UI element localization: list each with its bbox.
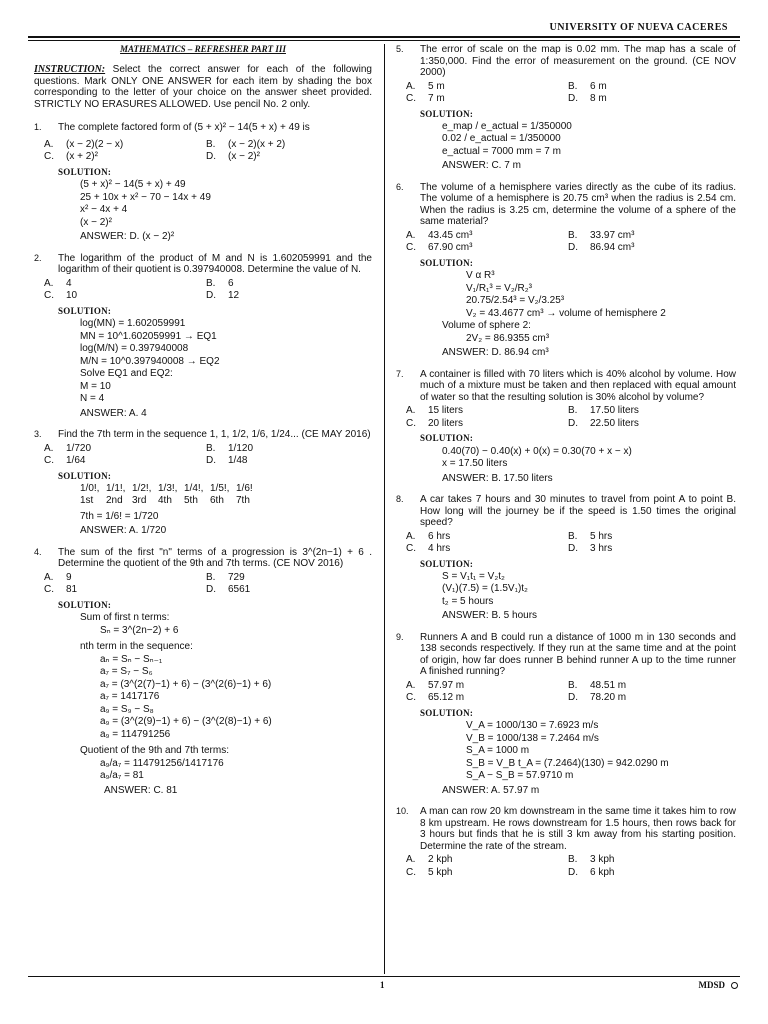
option-letter: B. [568, 530, 578, 542]
solution-work [442, 121, 736, 158]
sequence-ordinals [80, 495, 372, 507]
option-letter: B. [206, 571, 216, 583]
work-line: Sₙ = 3^(2n−2) + 6 [100, 624, 179, 636]
footer-mark [699, 980, 739, 990]
option-value: 5 kph [428, 866, 453, 878]
work-line: a₇ = S₇ − S₆ [100, 666, 153, 678]
answer: ANSWER: B. 17.50 liters [442, 472, 553, 484]
options [406, 531, 736, 555]
work-line: Solve EQ1 and EQ2: [80, 368, 173, 380]
instruction-label: INSTRUCTION: [34, 64, 106, 76]
work-line: e_actual = 7000 mm = 7 m [442, 145, 561, 157]
right-column [396, 44, 736, 878]
option-value: 4 hrs [428, 543, 451, 555]
options [406, 405, 736, 429]
circle-icon [731, 982, 738, 989]
work-line: 0.02 / e_actual = 1/350000 [442, 133, 561, 145]
options [406, 81, 736, 105]
work-line: e_map / e_actual = 1/350000 [442, 120, 572, 132]
work-line: Volume of sphere 2: [442, 320, 531, 332]
options [44, 572, 372, 596]
option-letter: C. [44, 584, 54, 596]
option-letter: A. [44, 442, 54, 454]
seq-term: 1/3!, [158, 482, 178, 494]
question-6 [396, 182, 736, 228]
option-value: 12 [228, 290, 240, 302]
option-value: 6 [228, 277, 234, 289]
option-letter: C. [406, 692, 416, 704]
option-letter: B. [206, 277, 216, 289]
option-value: 4 [66, 277, 72, 289]
header-rule [28, 36, 740, 38]
work-line: x = 17.50 liters [442, 458, 508, 470]
option-letter: D. [206, 584, 216, 596]
work-line: MN = 10^1.602059991 → EQ1 [80, 330, 217, 342]
section-title: MATHEMATICS – REFRESHER PART III [120, 44, 286, 54]
option-letter: A. [406, 229, 416, 241]
option-value: 48.51 m [590, 679, 627, 691]
work-line: (x − 2)² [80, 216, 112, 228]
work-line: a₇ = 1417176 [100, 691, 160, 703]
option-letter: A. [44, 571, 54, 583]
option-value: 7 m [428, 93, 445, 104]
option-value: 43.45 cm³ [428, 229, 473, 241]
question-1 [34, 122, 372, 134]
option-value: 86.94 cm³ [590, 242, 635, 254]
option-letter: A. [406, 530, 416, 542]
option-value: 1/120 [228, 442, 254, 454]
options [44, 139, 372, 163]
footer-rule [28, 976, 740, 977]
option-letter: B. [206, 442, 216, 454]
work-line: M = 10 [80, 380, 111, 392]
left-column [34, 44, 372, 796]
option-value: 10 [66, 290, 78, 302]
solution-heading: SOLUTION: [420, 433, 474, 444]
options [44, 443, 372, 467]
option-letter: D. [206, 290, 216, 302]
option-letter: B. [568, 854, 578, 866]
work-line: aₙ = Sₙ − Sₙ₋₁ [100, 653, 163, 665]
question-5 [396, 44, 736, 79]
question-text: The volume of a hemisphere varies directly as the cube of its radius. The volume of a hemisphere is 20.75 cm³ when the radius is 2.54 cm. When the radius is 3.25 cm, determine the volume of a sphere of the same material? [420, 181, 736, 228]
work-line: a₉/a₇ = 81 [100, 770, 144, 782]
answer: ANSWER: C. 81 [104, 784, 178, 796]
solution-heading: SOLUTION: [58, 470, 112, 481]
option-value: 8 m [590, 93, 607, 104]
work-line: (5 + x)² − 14(5 + x) + 49 [80, 179, 186, 191]
seq-ord: 2nd [106, 495, 123, 507]
option-value: 20 liters [428, 417, 464, 429]
work-line: a₉ = 114791256 [100, 728, 171, 740]
seq-ord: 4th [158, 495, 172, 507]
university-header: UNIVERSITY OF NUEVA CACERES [549, 22, 728, 33]
work-line: nth term in the sequence: [80, 641, 193, 653]
work-line: Quotient of the 9th and 7th terms: [80, 745, 229, 757]
option-value: 6 hrs [428, 530, 451, 542]
seq-ord: 3rd [132, 495, 147, 507]
solution-work [442, 270, 736, 344]
option-letter: C. [406, 866, 416, 878]
work-line: V_B = 1000/138 = 7.2464 m/s [466, 732, 599, 744]
option-value: 6 m [590, 80, 607, 92]
seq-term: 1/2!, [132, 482, 152, 494]
question-8 [396, 494, 736, 529]
options [406, 680, 736, 704]
solution-work [442, 571, 736, 608]
answer: ANSWER: D. 86.94 cm³ [442, 347, 549, 359]
work-line: 2V₂ = 86.9355 cm³ [466, 332, 550, 344]
option-value: 6 kph [590, 866, 615, 878]
option-value: 6561 [228, 584, 251, 596]
option-value: 9 [66, 571, 72, 583]
question-2 [34, 253, 372, 276]
option-value: 5 hrs [590, 530, 613, 542]
seq-term: 1/0!, [80, 482, 100, 494]
solution-work [80, 179, 372, 228]
seq-term: 1/4!, [184, 482, 204, 494]
work-line: x² − 4x + 4 [80, 204, 128, 216]
option-letter: D. [568, 417, 578, 429]
question-4 [34, 547, 372, 570]
option-letter: A. [406, 679, 416, 691]
option-value: 33.97 cm³ [590, 229, 635, 241]
work-line: 0.40(70) − 0.40(x) + 0(x) = 0.30(70 + x − x) [442, 445, 632, 457]
question-number: 1. [34, 122, 42, 133]
option-value: (x − 2)² [228, 151, 260, 163]
option-value: 15 liters [428, 405, 464, 417]
column-divider [384, 44, 385, 974]
option-value: 1/720 [66, 442, 92, 454]
question-text: A car takes 7 hours and 30 minutes to travel from point A to point B. How long will the journey be if the speed is 1.50 times the original speed? [420, 494, 736, 529]
solution-heading: SOLUTION: [420, 257, 474, 268]
option-value: 729 [228, 571, 245, 583]
option-value: 57.97 m [428, 679, 465, 691]
option-letter: C. [406, 93, 416, 104]
option-value: 17.50 liters [590, 405, 639, 417]
header-rule-thin [28, 40, 740, 41]
question-text: The complete factored form of (5 + x)² − 14(5 + x) + 49 is [58, 122, 310, 134]
option-letter: C. [44, 455, 54, 467]
solution-work [442, 446, 736, 470]
question-number: 4. [34, 546, 42, 557]
solution-heading: SOLUTION: [420, 558, 474, 569]
work-line: log(MN) = 1.602059991 [80, 318, 186, 330]
question-number: 3. [34, 429, 42, 440]
work-line: t₂ = 5 hours [442, 595, 494, 607]
question-number: 10. [396, 806, 409, 817]
option-letter: D. [568, 692, 578, 704]
answer: ANSWER: B. 5 hours [442, 610, 538, 622]
answer: ANSWER: C. 7 m [442, 160, 521, 172]
work-line: M/N = 10^0.397940008 → EQ2 [80, 355, 220, 367]
page-number: 1 [380, 980, 385, 990]
work-line: S = V₁t₁ = V₂t₂ [442, 570, 505, 582]
work-line: V_A = 1000/130 = 7.6923 m/s [466, 720, 599, 732]
solution-heading: SOLUTION: [58, 599, 112, 610]
question-text: Runners A and B could run a distance of 1000 m in 130 seconds and 138 seconds respectively. If they run at the same time and at the point of origin, how far does runner B behind runner A up to the time runner A finished running? [420, 631, 736, 678]
option-value: 5 m [428, 80, 445, 92]
answer: ANSWER: A. 4 [80, 407, 147, 419]
option-value: 1/64 [66, 455, 86, 467]
solution-work [80, 318, 372, 405]
option-letter: D. [568, 866, 578, 878]
question-text: The sum of the first "n" terms of a progression is 3^(2n−1) + 6 . Determine the quotient of the 9th and 7th terms. (CE NOV 2016) [58, 546, 372, 570]
footer-initials: MDSD [698, 980, 725, 990]
question-text: A man can row 20 km downstream in the same time it takes him to row 8 km upstream. He rows downstream for 1.5 hours, then rows back for 3 hours but finds that he is still 3 km away from his starting position. Determine the rate of the stream. [420, 806, 736, 852]
work-line: V₁/R₁³ = V₂/R₂³ [466, 282, 532, 294]
option-letter: D. [206, 455, 216, 467]
work-line: 7th = 1/6! = 1/720 [80, 510, 159, 522]
option-letter: A. [406, 80, 416, 92]
option-value: 3 hrs [590, 543, 613, 555]
question-text: The logarithm of the product of M and N is 1.602059991 and the logarithm of their quotient is 0.397940008. Determine the value of N. [58, 252, 372, 276]
option-letter: B. [206, 138, 216, 150]
work-line: a₇ = (3^(2(7)−1) + 6) − (3^(2(6)−1) + 6) [100, 678, 272, 690]
option-letter: D. [568, 93, 578, 104]
option-value: 78.20 m [590, 692, 627, 704]
work-line: 25 + 10x + x² − 70 − 14x + 49 [80, 191, 211, 203]
question-10 [396, 806, 736, 852]
option-letter: C. [44, 151, 54, 163]
option-value: 22.50 liters [590, 417, 639, 429]
work-line: Sum of first n terms: [80, 612, 170, 624]
option-value: 81 [66, 584, 78, 596]
option-value: 67.90 cm³ [428, 242, 473, 254]
option-letter: B. [568, 679, 578, 691]
work-line: S_A − S_B = 57.9710 m [466, 770, 574, 782]
option-letter: A. [44, 138, 54, 150]
option-letter: D. [568, 242, 578, 254]
option-value: 2 kph [428, 854, 453, 866]
question-number: 6. [396, 181, 404, 192]
instruction [34, 64, 372, 110]
option-value: 1/48 [228, 455, 248, 467]
seq-ord: 7th [236, 495, 250, 507]
work-line: (V₁)(7.5) = (1.5V₁)t₂ [442, 583, 528, 595]
option-letter: C. [44, 290, 54, 302]
question-3 [34, 429, 372, 441]
work-line: V₂ = 43.4677 cm³ → volume of hemisphere 2 [466, 307, 666, 319]
option-value: (x − 2)(2 − x) [66, 138, 124, 150]
sequence-terms [80, 483, 372, 495]
option-letter: B. [568, 405, 578, 417]
question-text: The error of scale on the map is 0.02 mm. The map has a scale of 1:350,000. Find the error of measurement on the ground. (CE NOV 2000) [420, 44, 736, 78]
solution-heading: SOLUTION: [420, 707, 474, 718]
work-line: V α R³ [466, 270, 495, 282]
question-number: 8. [396, 494, 404, 505]
question-9 [396, 632, 736, 678]
seq-term: 1/5!, [210, 482, 230, 494]
question-7 [396, 369, 736, 404]
option-letter: B. [568, 80, 578, 92]
question-text: Find the 7th term in the sequence 1, 1, 1/2, 1/6, 1/24... (CE MAY 2016) [58, 429, 371, 441]
options [44, 278, 372, 302]
solution-heading: SOLUTION: [420, 108, 474, 119]
answer: ANSWER: A. 57.97 m [442, 784, 540, 796]
option-letter: D. [568, 543, 578, 555]
option-letter: B. [568, 229, 578, 241]
solution-heading: SOLUTION: [58, 305, 112, 316]
options [406, 854, 736, 878]
option-letter: C. [406, 417, 416, 429]
work-line: N = 4 [80, 393, 105, 405]
answer: ANSWER: D. (x − 2)² [80, 231, 175, 243]
question-number: 2. [34, 252, 42, 263]
question-number: 9. [396, 631, 404, 642]
work-line: a₉/a₇ = 114791256/1417176 [100, 757, 224, 769]
options [406, 230, 736, 254]
option-letter: D. [206, 151, 216, 163]
option-letter: A. [44, 277, 54, 289]
option-value: (x + 2)² [66, 151, 98, 163]
seq-ord: 6th [210, 495, 224, 507]
solution-heading: SOLUTION: [58, 166, 112, 177]
option-letter: C. [406, 242, 416, 254]
work-line: 20.75/2.54³ = V₂/3.25³ [466, 295, 565, 307]
option-letter: C. [406, 543, 416, 555]
seq-ord: 1st [80, 495, 94, 507]
instruction-text: Select the correct answer for each of the following questions. Mark ONLY ONE ANSWER for each item by shading the box corresponding to the letter of your choice on the answer sheet provided. STRICTLY NO ERASURES ALLOWED. Use pencil No. 2 only. [34, 64, 372, 110]
option-value: 65.12 m [428, 692, 465, 704]
work-line: S_B = V_B t_A = (7.2464)(130) = 942.0290 m [466, 757, 669, 769]
seq-ord: 5th [184, 495, 198, 507]
work-line: S_A = 1000 m [466, 745, 530, 757]
solution-work [442, 720, 736, 782]
work-line: a₉ = S₉ − S₈ [100, 703, 154, 715]
option-value: (x − 2)(x + 2) [228, 138, 286, 150]
option-letter: A. [406, 405, 416, 417]
option-letter: A. [406, 854, 416, 866]
seq-term: 1/1!, [106, 482, 126, 494]
solution-work [80, 612, 372, 782]
solution-work [80, 483, 372, 523]
question-number: 7. [396, 368, 404, 379]
option-value: 3 kph [590, 854, 615, 866]
seq-term: 1/6! [236, 482, 253, 494]
work-line: log(M/N) = 0.397940008 [80, 343, 189, 355]
answer: ANSWER: A. 1/720 [80, 525, 167, 537]
question-number: 5. [396, 44, 404, 54]
question-text: A container is filled with 70 liters which is 40% alcohol by volume. How much of a mixture must be taken and then replaced with equal amount of water so that the resulting solution is 30% alcohol by volume? [420, 368, 736, 403]
work-line: a₉ = (3^(2(9)−1) + 6) − (3^(2(8)−1) + 6) [100, 716, 272, 728]
